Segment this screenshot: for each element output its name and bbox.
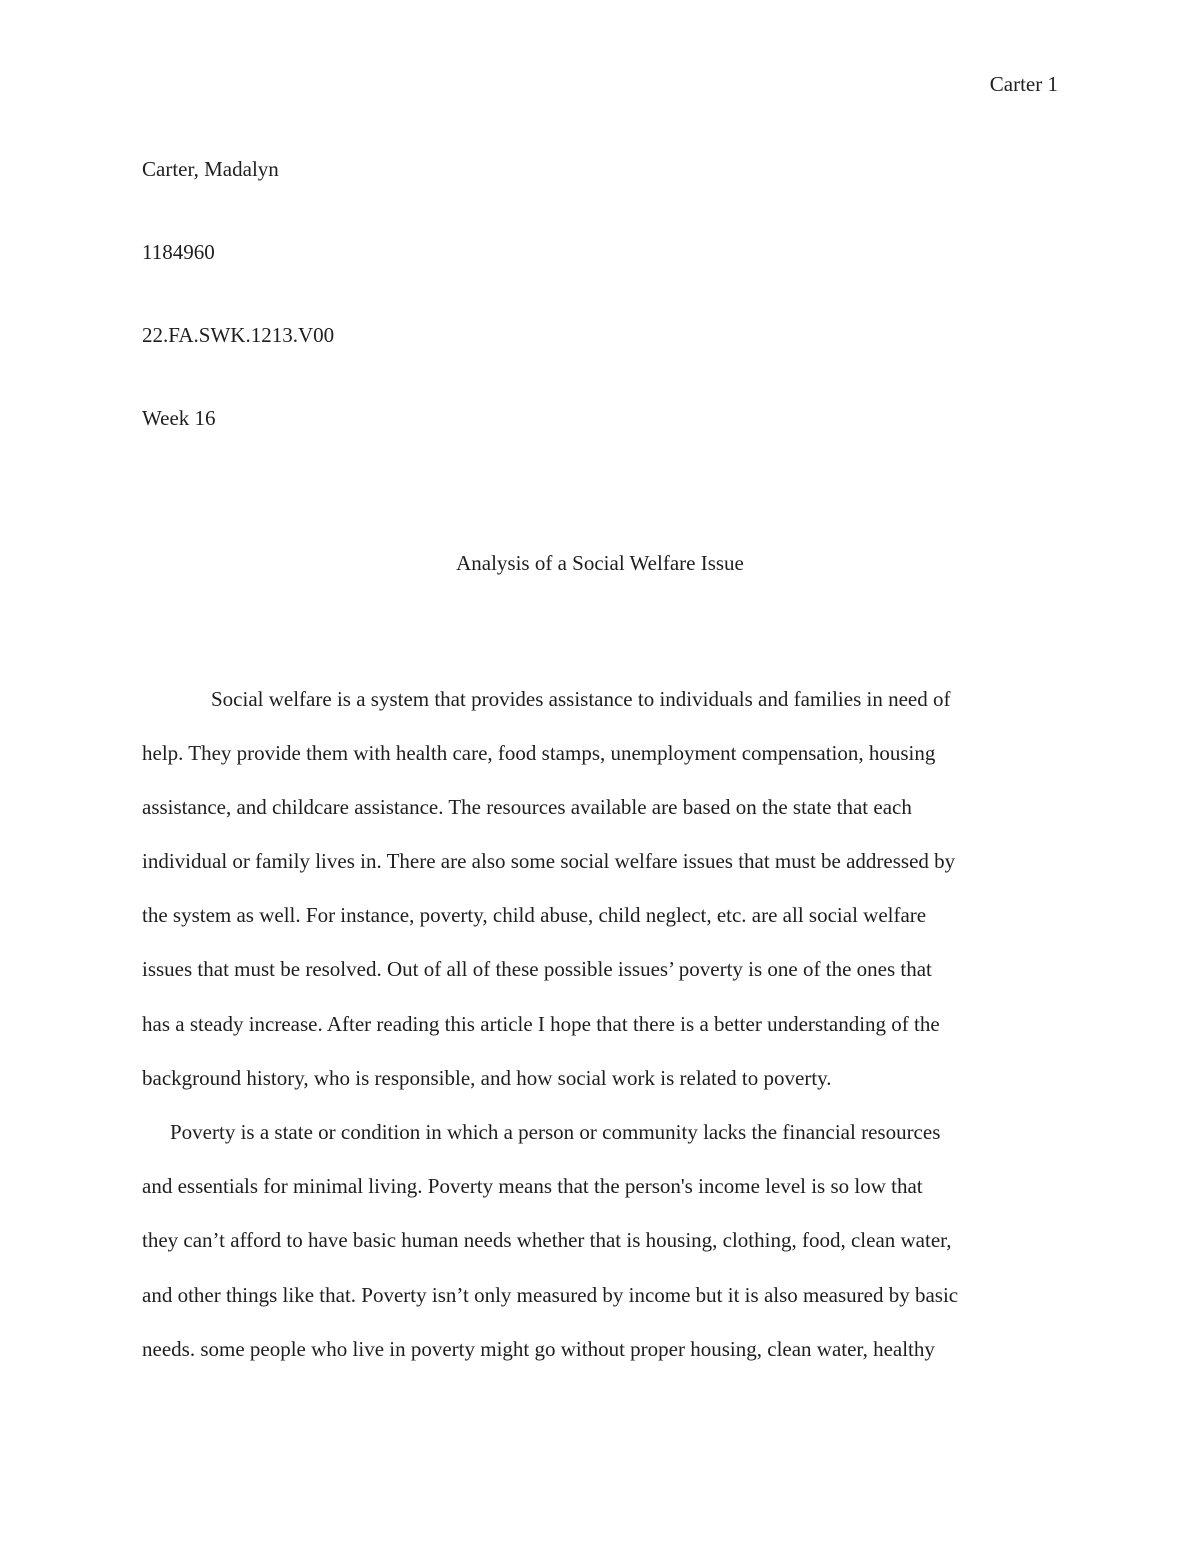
heading-block xyxy=(142,155,1062,487)
paragraph-1-line-6: issues that must be resolved. Out of all of these possible issues’ poverty is one of the ones that xyxy=(142,957,932,981)
paragraph-2-line-2: and essentials for minimal living. Poverty means that the person's income level is so low that xyxy=(142,1174,923,1198)
course-code: 22.FA.SWK.1213.V00 xyxy=(142,323,335,347)
student-id: 1184960 xyxy=(142,240,215,264)
student-name: Carter, Madalyn xyxy=(142,157,279,181)
paragraph-1-line-8: background history, who is responsible, and how social work is related to poverty. xyxy=(142,1066,832,1090)
running-head: Carter 1 xyxy=(989,72,1058,96)
paragraph-1-line-3: assistance, and childcare assistance. The resources available are based on the state that each xyxy=(142,795,912,819)
paragraph-2-line-1: Poverty is a state or condition in which a person or community lacks the financial resources xyxy=(170,1120,941,1144)
paragraph-1-line-4: individual or family lives in. There are also some social welfare issues that must be addressed by xyxy=(142,849,956,873)
week-label: Week 16 xyxy=(142,406,216,430)
paragraph-1-line-1: Social welfare is a system that provides assistance to individuals and families in need of xyxy=(211,687,951,711)
paragraph-1-line-5: the system as well. For instance, poverty, child abuse, child neglect, etc. are all social welfare xyxy=(142,903,927,927)
paragraph-1-line-7: has a steady increase. After reading this article I hope that there is a better understanding of the xyxy=(142,1012,940,1036)
paragraph-2-line-4: and other things like that. Poverty isn’t only measured by income but it is also measured by basic xyxy=(142,1283,959,1307)
paragraph-2-line-3: they can’t afford to have basic human needs whether that is housing, clothing, food, clean water, xyxy=(142,1228,952,1252)
paragraph-2-line-5: needs. some people who live in poverty might go without proper housing, clean water, healthy xyxy=(142,1337,935,1361)
paragraph-1-line-2: help. They provide them with health care, food stamps, unemployment compensation, housing xyxy=(142,741,936,765)
essay-title: Analysis of a Social Welfare Issue xyxy=(456,551,744,575)
